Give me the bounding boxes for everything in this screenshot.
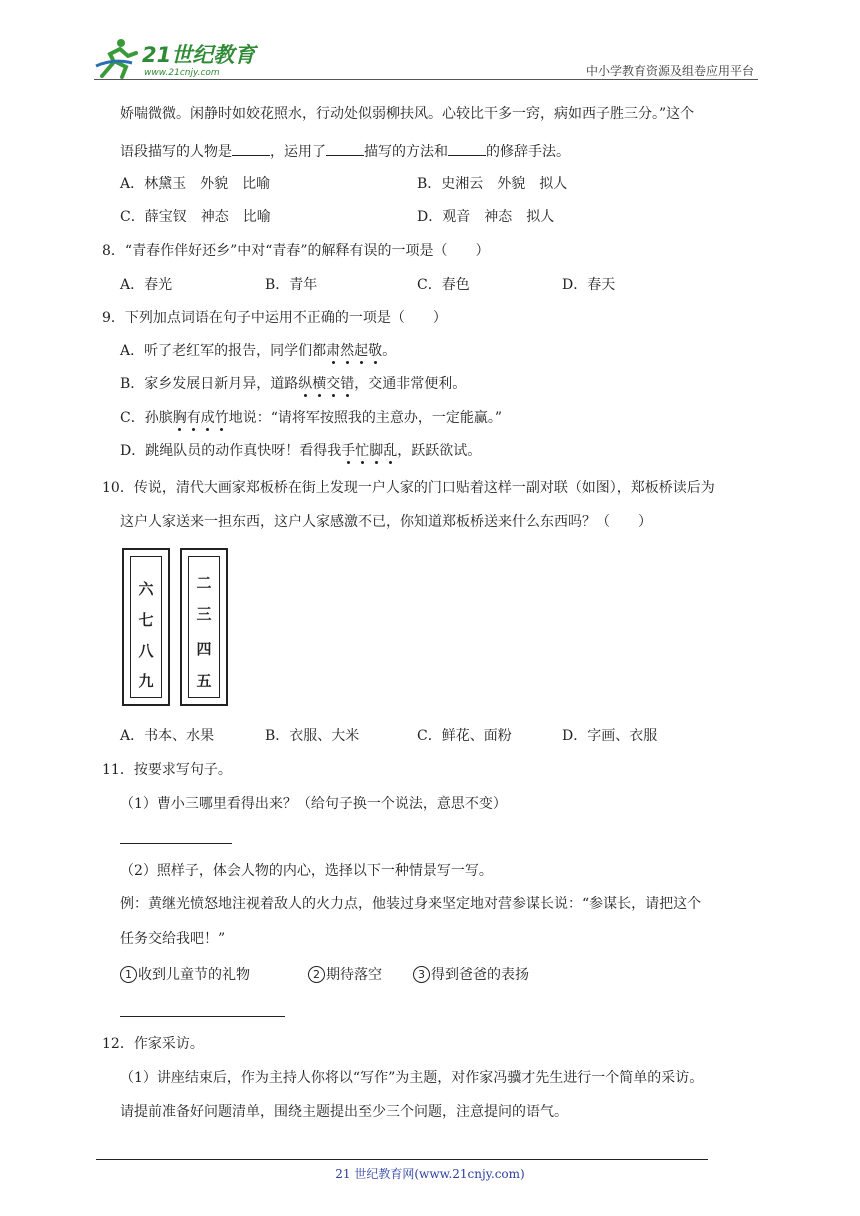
header-platform-text: 中小学教育资源及组卷应用平台	[585, 64, 754, 78]
couplet-left-scroll	[122, 548, 170, 706]
header-divider	[94, 79, 758, 80]
q11-answer-line-2[interactable]	[120, 1016, 285, 1017]
q7-blank-2[interactable]	[326, 141, 364, 156]
q7-line1: 娇喘微微。闲静时如姣花照水，行动处似弱柳扶风。心较比干多一窍，病如西子胜三分。”这个	[120, 106, 695, 122]
couplet-left-char: 八	[138, 642, 154, 660]
q9-stem: 9．下列加点词语在句子中运用不正确的一项是（ ）	[102, 310, 447, 326]
q7-blank-3[interactable]	[448, 141, 486, 156]
couplet-right-char: 四	[196, 640, 212, 658]
runner-icon	[96, 39, 136, 77]
q8-option-a[interactable]: A．春光	[120, 277, 173, 293]
q8-option-d[interactable]: D．春天	[562, 277, 616, 293]
q10-option-d[interactable]: D．字画、衣服	[562, 728, 658, 744]
q7-line2: 语段描写的人物是 ，运用了 描写的方法和 的修辞手法。	[120, 141, 570, 162]
site-logo	[94, 36, 269, 80]
q12-sub1-line1: （1）讲座结束后，作为主持人你将以“写作”为主题，对作家冯骥才先生进行一个简单的采访。	[120, 1070, 704, 1086]
circled-number-icon: 1	[120, 966, 137, 983]
q9-option-a[interactable]: A．听了老红军的报告，同学们都肃然起敬。	[120, 343, 397, 359]
couplet-left-char: 六	[138, 580, 154, 598]
q10-option-a[interactable]: A．书本、水果	[120, 728, 215, 744]
logo-text: 21世纪教育	[142, 43, 256, 67]
q7-option-c[interactable]: C．薛宝钗 神态 比喻	[120, 209, 271, 225]
q12-sub1-line2: 请提前准备好问题清单，围绕主题提出至少三个问题，注意提问的语气。	[120, 1104, 568, 1120]
circled-number-icon: 3	[413, 966, 430, 983]
q7-blank-1[interactable]	[232, 141, 270, 156]
q11-answer-line-1[interactable]	[120, 843, 232, 844]
couplet-right-char: 三	[196, 605, 212, 623]
q12-stem: 12．作家采访。	[102, 1036, 204, 1052]
q7-option-b[interactable]: B．史湘云 外貌 拟人	[417, 176, 568, 192]
q8-option-c[interactable]: C．春色	[417, 277, 470, 293]
q8-stem: 8．“青春作伴好还乡”中对“青春”的解释有误的一项是（ ）	[102, 243, 490, 259]
q7-option-d[interactable]: D．观音 神态 拟人	[417, 209, 555, 225]
q10-stem-line2: 这户人家送来一担东西，这户人家感激不已，你知道郑板桥送来什么东西吗？（ ）	[120, 514, 652, 530]
couplet-right-char: 五	[196, 672, 212, 690]
couplet-right-char: 二	[196, 574, 212, 592]
q10-option-b[interactable]: B．衣服、大米	[265, 728, 360, 744]
circled-number-icon: 2	[308, 966, 325, 983]
q11-sub1: （1）曹小三哪里看得出来？（给句子换一个说法，意思不变）	[120, 796, 507, 812]
q11-stem: 11．按要求写句子。	[102, 762, 232, 778]
q11-sub2: （2）照样子，体会人物的内心，选择以下一种情景写一写。	[120, 863, 493, 879]
q9-option-b[interactable]: B．家乡发展日新月异，道路纵横交错，交通非常便利。	[120, 376, 467, 392]
couplet-left-char: 九	[138, 672, 154, 690]
q11-choice-1[interactable]: 1 收到儿童节的礼物	[120, 965, 250, 985]
q9-option-c[interactable]: C．孙膑胸有成竹地说：“请将军按照我的主意办，一定能赢。”	[120, 410, 503, 426]
q11-example-line1: 例：黄继光愤怒地注视着敌人的火力点，他装过身来坚定地对营参谋长说：“参谋长，请把这个	[120, 896, 702, 912]
couplet-right-scroll	[180, 548, 228, 706]
q11-choice-2[interactable]: 2 期待落空	[308, 965, 382, 985]
couplet-left-char: 七	[138, 611, 154, 629]
q10-stem-line1: 10．传说，清代大画家郑板桥在街上发现一户人家的门口贴着这样一副对联（如图），郑板桥读后为	[102, 480, 715, 496]
q9-option-d[interactable]: D．跳绳队员的动作真快呀！看得我手忙脚乱，跃跃欲试。	[120, 443, 482, 459]
q10-option-c[interactable]: C．鲜花、面粉	[417, 728, 512, 744]
footer-text[interactable]: 21 世纪教育网(www.21cnjy.com)	[335, 1167, 525, 1181]
q8-option-b[interactable]: B．青年	[265, 277, 318, 293]
q11-choice-3[interactable]: 3 得到爸爸的表扬	[413, 965, 529, 985]
q11-example-line2: 任务交给我吧！”	[120, 931, 226, 947]
q7-option-a[interactable]: A．林黛玉 外貌 比喻	[120, 176, 271, 192]
footer-divider	[96, 1159, 708, 1160]
logo-url: www.21cnjy.com	[144, 68, 220, 78]
